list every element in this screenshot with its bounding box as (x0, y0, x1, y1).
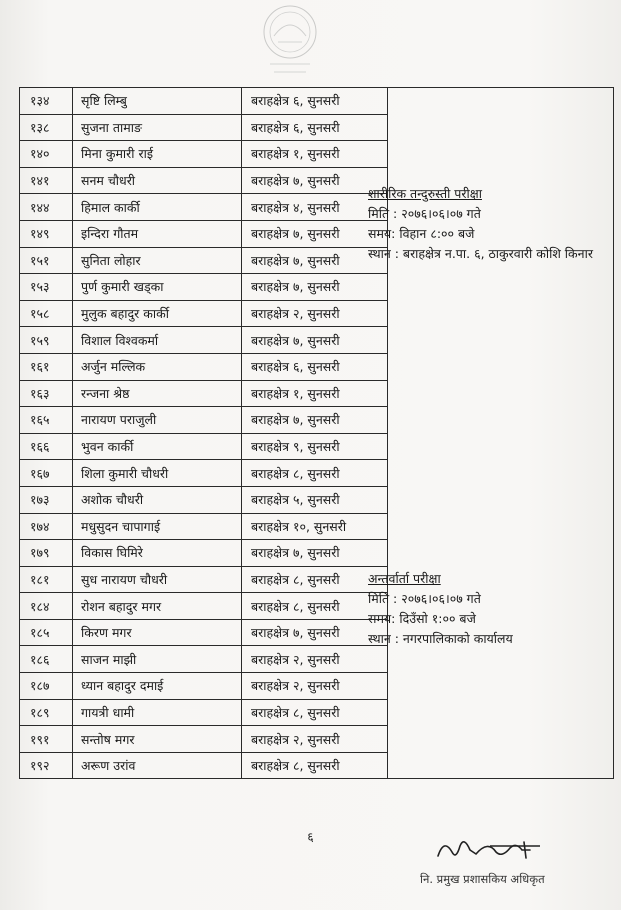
signatory-title: नि. प्रमुख प्रशासकिय अधिकृत (420, 872, 545, 886)
roll-number: १५१ (20, 247, 73, 274)
candidate-address: बराहक्षेत्र २, सुनसरी (242, 646, 388, 673)
candidate-address: बराहक्षेत्र ६, सुनसरी (242, 353, 388, 380)
candidate-name: सनम चौधरी (73, 167, 242, 194)
interview-details (368, 569, 603, 649)
candidate-address: बराहक्षेत्र ६, सुनसरी (242, 88, 388, 115)
roll-number: १७९ (20, 540, 73, 567)
candidate-name: विकास घिमिरे (73, 540, 242, 567)
interview-title: अन्तर्वार्ता परीक्षा (368, 571, 441, 586)
roll-number: १६७ (20, 460, 73, 487)
candidate-name: अर्जुन मल्लिक (73, 353, 242, 380)
candidate-address: बराहक्षेत्र ७, सुनसरी (242, 327, 388, 354)
candidate-name: रन्जना श्रेष्ठ (73, 380, 242, 407)
office-seal-icon (252, 2, 328, 80)
interview-place: स्थान : नगरपालिकाको कार्यालय (368, 631, 513, 646)
physical-exam-time: समय: विहान ८:०० बजे (368, 226, 475, 241)
candidate-name: मधुसुदन चापागाई (73, 513, 242, 540)
candidate-name: पुर्ण कुमारी खड्का (73, 274, 242, 301)
candidate-address: बराहक्षेत्र ८, सुनसरी (242, 460, 388, 487)
roll-number: १६३ (20, 380, 73, 407)
candidate-name: अरूण उरांव (73, 752, 242, 779)
candidate-name: नारायण पराजुली (73, 407, 242, 434)
roll-number: १४१ (20, 167, 73, 194)
roll-number: १६६ (20, 433, 73, 460)
candidate-name: भुवन कार्की (73, 433, 242, 460)
candidate-address: बराहक्षेत्र ७, सुनसरी (242, 407, 388, 434)
candidate-address: बराहक्षेत्र २, सुनसरी (242, 673, 388, 700)
candidate-address: बराहक्षेत्र ७, सुनसरी (242, 540, 388, 567)
roll-number: १९२ (20, 752, 73, 779)
roll-number: १८७ (20, 673, 73, 700)
candidate-address: बराहक्षेत्र ७, सुनसरी (242, 220, 388, 247)
candidate-name: किरण मगर (73, 619, 242, 646)
physical-exam-details (368, 184, 603, 264)
roll-number: १७४ (20, 513, 73, 540)
roll-number: १८५ (20, 619, 73, 646)
roll-number: १४९ (20, 220, 73, 247)
candidate-name: मुलुक बहादुर कार्की (73, 300, 242, 327)
roll-number: १८१ (20, 566, 73, 593)
roll-number: १६५ (20, 407, 73, 434)
candidate-name: रोशन बहादुर मगर (73, 593, 242, 620)
interview-time: समय: दिउँसो १:०० बजे (368, 611, 476, 626)
candidate-address: बराहक्षेत्र ७, सुनसरी (242, 167, 388, 194)
candidate-name: गायत्री धामी (73, 699, 242, 726)
candidate-address: बराहक्षेत्र १०, सुनसरी (242, 513, 388, 540)
candidate-address: बराहक्षेत्र ८, सुनसरी (242, 699, 388, 726)
interview-date: मिति : २०७६।०६।०७ गते (368, 591, 481, 606)
candidate-name: सुनिता लोहार (73, 247, 242, 274)
candidate-address: बराहक्षेत्र ७, सुनसरी (242, 274, 388, 301)
candidate-name: ध्यान बहादुर दमाई (73, 673, 242, 700)
roll-number: १५८ (20, 300, 73, 327)
roll-number: १४४ (20, 194, 73, 221)
candidate-address: बराहक्षेत्र ६, सुनसरी (242, 114, 388, 141)
candidate-name: साजन माझी (73, 646, 242, 673)
physical-exam-title: शारीरिक तन्दुरुस्ती परीक्षा (368, 186, 482, 201)
candidate-address: बराहक्षेत्र १, सुनसरी (242, 380, 388, 407)
candidate-name: अशोक चौधरी (73, 486, 242, 513)
candidate-name: मिना कुमारी राई (73, 141, 242, 168)
roll-number: १६१ (20, 353, 73, 380)
candidate-name: शिला कुमारी चौधरी (73, 460, 242, 487)
candidate-address: बराहक्षेत्र ९, सुनसरी (242, 433, 388, 460)
roll-number: १५३ (20, 274, 73, 301)
candidate-name: सन्तोष मगर (73, 726, 242, 753)
roll-number: १३४ (20, 88, 73, 115)
roll-number: १९१ (20, 726, 73, 753)
candidate-address: बराहक्षेत्र ७, सुनसरी (242, 619, 388, 646)
candidate-name: इन्दिरा गौतम (73, 220, 242, 247)
roll-number: १४० (20, 141, 73, 168)
roll-number: १७३ (20, 486, 73, 513)
candidate-address: बराहक्षेत्र ८, सुनसरी (242, 593, 388, 620)
candidate-address: बराहक्षेत्र २, सुनसरी (242, 300, 388, 327)
candidate-name: सुजना तामाङ (73, 114, 242, 141)
physical-exam-date: मिति : २०७६।०६।०७ गते (368, 206, 481, 221)
roll-number: १८९ (20, 699, 73, 726)
candidate-address: बराहक्षेत्र २, सुनसरी (242, 726, 388, 753)
candidate-name: विशाल विश्वकर्मा (73, 327, 242, 354)
candidate-address: बराहक्षेत्र ८, सुनसरी (242, 566, 388, 593)
roll-number: १३८ (20, 114, 73, 141)
roll-number: १८४ (20, 593, 73, 620)
physical-exam-place: स्थान : बराहक्षेत्र न.पा. ६, ठाकुरवारी कोशि किनार (368, 246, 593, 261)
signature-icon (430, 832, 560, 866)
table-row (20, 88, 614, 115)
candidate-name: सुध नारायण चौधरी (73, 566, 242, 593)
candidate-address: बराहक्षेत्र ५, सुनसरी (242, 486, 388, 513)
candidate-address: बराहक्षेत्र १, सुनसरी (242, 141, 388, 168)
roll-number: १८६ (20, 646, 73, 673)
candidate-address: बराहक्षेत्र ८, सुनसरी (242, 752, 388, 779)
page-number: ६ (307, 830, 314, 844)
candidate-address: बराहक्षेत्र ७, सुनसरी (242, 247, 388, 274)
candidate-name: सृष्टि लिम्बु (73, 88, 242, 115)
candidate-address: बराहक्षेत्र ४, सुनसरी (242, 194, 388, 221)
roll-number: १५९ (20, 327, 73, 354)
candidate-name: हिमाल कार्की (73, 194, 242, 221)
